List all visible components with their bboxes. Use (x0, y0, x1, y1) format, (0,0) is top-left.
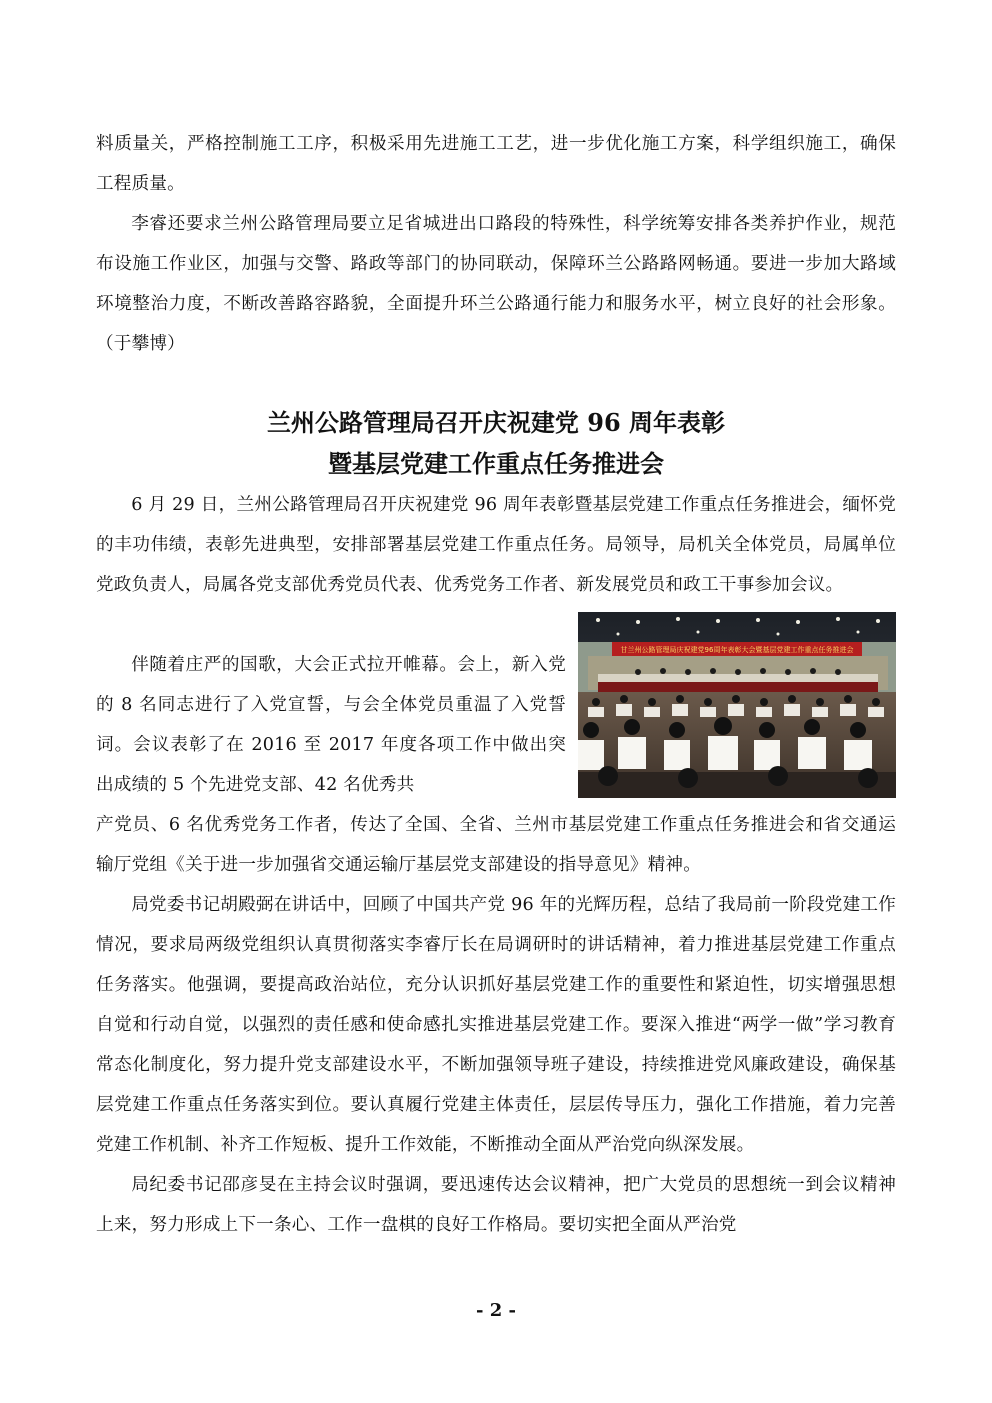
paragraph: 伴随着庄严的国歌，大会正式拉开帷幕。会上，新入党的 8 名同志进行了入党宣誓，与会全体党员重温了入党誓词。会议表彰了在 2016 至 2017 年度各项工作中做出突出成绩的 5 个先进党支部、42 名优秀共 (96, 655, 566, 795)
article-title-line-2: 暨基层党建工作重点任务推进会 (328, 449, 664, 478)
paragraph: 李睿还要求兰州公路管理局要立足省城进出口路段的特殊性，科学统筹安排各类养护作业，规范布设施工作业区，加强与交警、路政等部门的协同联动，保障环兰公路路网畅通。要进一步加大路域环境整治力度，不断改善路容路貌，全面提升环兰公路通行能力和服务水平，树立良好的社会形象。（于攀博） (96, 214, 896, 354)
paragraph: 6 月 29 日，兰州公路管理局召开庆祝建党 96 周年表彰暨基层党建工作重点任务推进会，缅怀党的丰功伟绩，表彰先进典型，安排部署基层党建工作重点任务。局领导，局机关全体党员，局属单位党政负责人，局属各党支部优秀党员代表、优秀党务工作者、新发展党员和政工干事参加会议。 (96, 495, 896, 595)
previous-article-tail (96, 124, 896, 364)
paragraph: 料质量关，严格控制施工工序，积极采用先进施工工艺，进一步优化施工方案，科学组织施工，确保工程质量。 (96, 134, 896, 194)
meeting-photo-illustration (578, 612, 896, 798)
article-body (96, 805, 896, 1245)
meeting-photo (578, 612, 896, 798)
page-number: - 2 - (476, 1300, 516, 1321)
banner-text: 甘兰州公路管理局庆祝建党96周年表彰大会暨基层党建工作重点任务推进会 (620, 646, 854, 654)
article-title-line-1: 兰州公路管理局召开庆祝建党 96 周年表彰 (266, 408, 726, 437)
paragraph: 产党员、6 名优秀党务工作者，传达了全国、全省、兰州市基层党建工作重点任务推进会和省交通运输厅党组《关于进一步加强省交通运输厅基层党支部建设的指导意见》精神。 (96, 815, 896, 875)
article-paragraph-2-narrow (96, 645, 566, 805)
paragraph: 局党委书记胡殿弼在讲话中，回顾了中国共产党 96 年的光辉历程，总结了我局前一阶段党建工作情况，要求局两级党组织认真贯彻落实李睿厅长在局调研时的讲话精神，着力推进基层党建工作重点任务落实。他强调，要提高政治站位，充分认识抓好基层党建工作的重要性和紧迫性，切实增强思想自觉和行动自觉，以强烈的责任感和使命感扎实推进基层党建工作。要深入推进“两学一做”学习教育常态化制度化，努力提升党支部建设水平，不断加强领导班子建设，持续推进党风廉政建设，确保基层党建工作重点任务落实到位。要认真履行党建主体责任，层层传导压力，强化工作措施，着力完善党建工作机制、补齐工作短板、提升工作效能，不断推动全面从严治党向纵深发展。 (96, 895, 896, 1155)
article-intro (96, 485, 896, 605)
paragraph: 局纪委书记邵彦旻在主持会议时强调，要迅速传达会议精神，把广大党员的思想统一到会议精神上来，努力形成上下一条心、工作一盘棋的良好工作格局。要切实把全面从严治党 (96, 1175, 896, 1235)
